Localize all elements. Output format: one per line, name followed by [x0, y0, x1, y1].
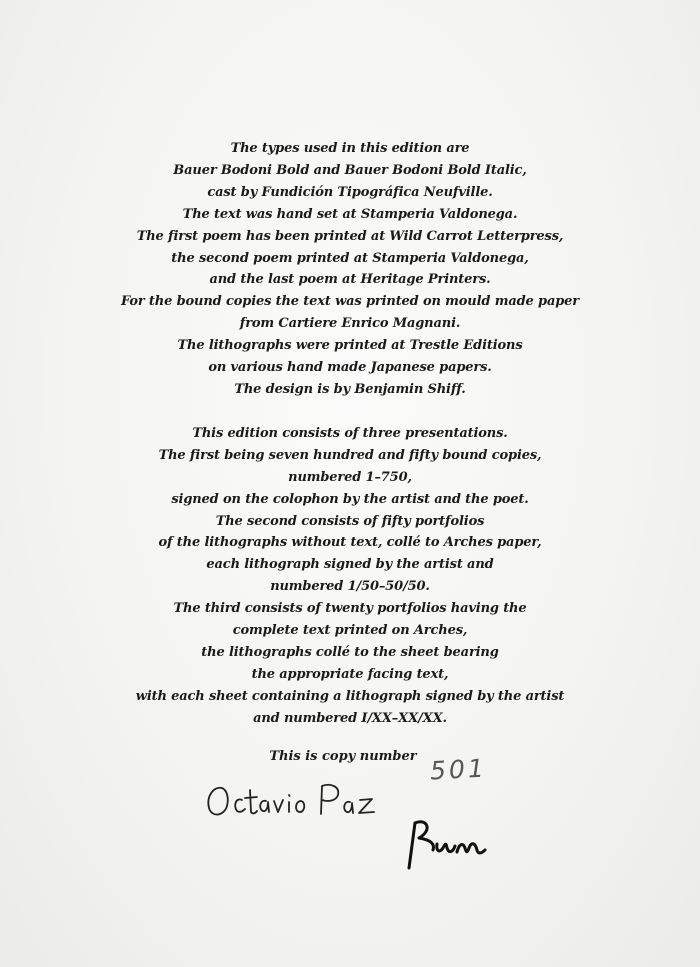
colophon-text	[0, 138, 700, 730]
colophon-line: Bauer Bodoni Bold and Bauer Bodoni Bold Italic,	[173, 162, 527, 178]
colophon-line: with each sheet containing a lithograph signed by the artist	[135, 688, 565, 704]
colophon-line: signed on the colophon by the artist and the poet.	[171, 491, 529, 507]
colophon-line: complete text printed on Arches,	[232, 623, 468, 639]
paragraph-gap	[0, 401, 700, 423]
colophon-line: the second poem printed at Stamperia Valdonega,	[171, 250, 529, 266]
colophon-line: The first being seven hundred and fifty bound copies,	[158, 447, 542, 463]
colophon-line: The lithographs were printed at Trestle Editions	[177, 338, 523, 354]
colophon-line: The first poem has been printed at Wild Carrot Letterpress,	[136, 228, 564, 244]
colophon-line: The design is by Benjamin Shiff.	[234, 381, 466, 397]
poet-signature	[200, 766, 400, 826]
colophon-line: The third consists of twenty portfolios having the	[173, 601, 527, 617]
colophon-line: For the bound copies the text was printed on mould made paper	[120, 294, 580, 310]
copy-number-label: This is copy number	[269, 749, 417, 764]
colophon-line: each lithograph signed by the artist and	[206, 557, 494, 573]
colophon-line: numbered 1/50–50/50.	[270, 579, 430, 595]
colophon-line: the lithographs collé to the sheet bearing	[201, 644, 499, 660]
colophon-line: numbered 1–750,	[288, 469, 412, 485]
colophon-line: The text was hand set at Stamperia Valdonega.	[182, 206, 518, 222]
colophon-line: The types used in this edition are	[230, 141, 470, 156]
colophon-line: of the lithographs without text, collé to Arches paper,	[158, 535, 542, 551]
colophon-line: the appropriate facing text,	[251, 666, 449, 682]
colophon-line: The second consists of fifty portfolios	[215, 513, 485, 529]
artist-signature	[405, 808, 490, 878]
colophon-line: cast by Fundición Tipográfica Neufville.	[207, 184, 493, 200]
colophon-line: and numbered I/XX–XX/XX.	[253, 710, 447, 726]
colophon-line: This edition consists of three presentations.	[192, 425, 508, 441]
colophon-line: from Cartiere Enrico Magnani.	[239, 316, 461, 332]
colophon-line: and the last poem at Heritage Printers.	[209, 272, 491, 288]
handwritten-copy-number: 501	[429, 753, 488, 786]
copy-number-line	[0, 749, 700, 764]
colophon-line: on various hand made Japanese papers.	[208, 360, 492, 376]
